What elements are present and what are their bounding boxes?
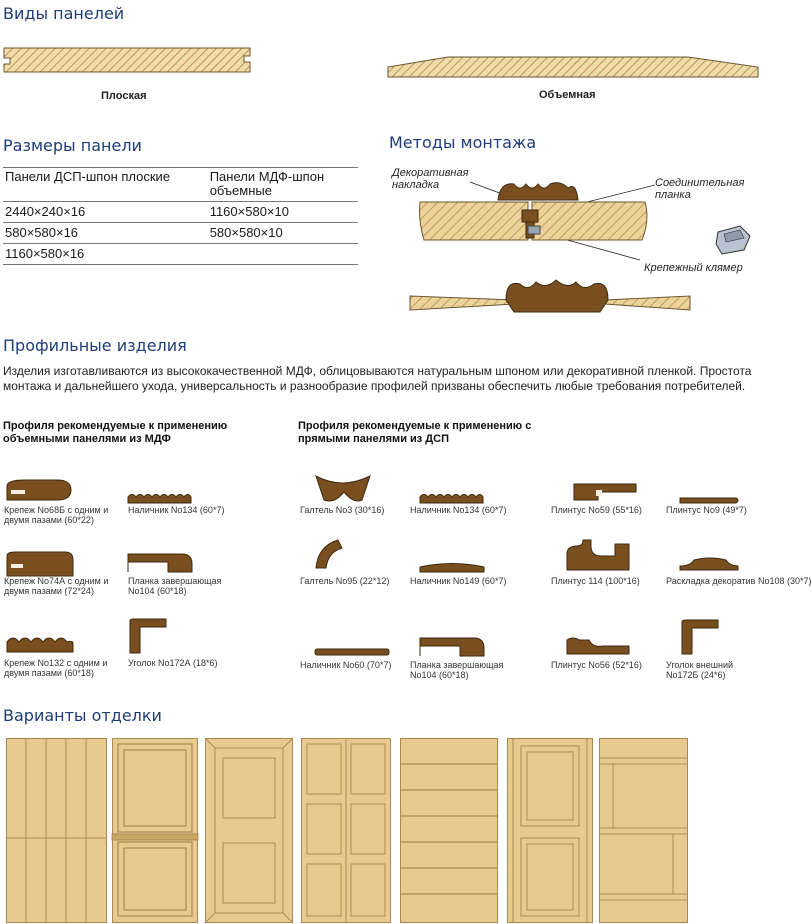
profile-label: Планка завершающая No104 (60*18) (128, 576, 222, 596)
profile-label: Галтель No3 (30*16) (300, 505, 385, 515)
finish-variant-5 (400, 738, 498, 923)
table-cell (208, 244, 358, 264)
finish-variant-3 (205, 738, 293, 923)
profile-label: Галтель No95 (22*12) (300, 576, 390, 586)
finish-variant-4 (301, 738, 391, 923)
profile-label: Плинтус No56 (52*16) (551, 660, 642, 670)
volume-panel-caption: Объемная (539, 89, 596, 101)
profile-59-shape (572, 482, 638, 502)
profile-114-shape (565, 538, 631, 572)
profile-134b-shape (420, 492, 484, 504)
profile-label: Раскладка декоратив No108 (30*7) (666, 576, 811, 586)
profile-172b-shape (680, 618, 722, 656)
profile-label: Планка завершающая No104 (60*18) (410, 660, 504, 680)
mounting-title: Методы монтажа (389, 133, 537, 152)
finish-variant-7 (599, 738, 688, 923)
table-cell: 580×580×10 (209, 225, 283, 240)
profile-label: Плинтус 114 (100*16) (551, 576, 640, 586)
table-header-cell: Панели МДФ-шпон объемные (209, 169, 325, 198)
profiles-title: Профильные изделия (3, 336, 187, 355)
finish-variant-6 (507, 738, 593, 923)
table-row (3, 243, 358, 265)
profile-label: Плинтус No59 (55*16) (551, 505, 642, 515)
profile-label: Крепеж No68Б с одним и двумя пазами (60*22) (4, 505, 109, 525)
profile-galtel95-shape (314, 538, 344, 570)
profile-label: Уголок внешний No172Б (24*6) (666, 660, 734, 680)
profile-134-shape (128, 492, 192, 504)
mounting-diagram (410, 170, 760, 320)
table-header-cell: Панели ДСП-шпон плоские (5, 169, 171, 184)
connector-strip-label: Соединительная планка (655, 177, 745, 201)
profile-74a-shape (5, 550, 75, 578)
dsp-profiles-heading: Профиля рекомендуемые к применению с прямыми панелями из ДСП (298, 420, 532, 445)
profile-label: Плинтус No9 (49*7) (666, 505, 747, 515)
profile-label: Крепеж No74А с одним и двумя пазами (72*24) (4, 576, 109, 596)
profile-172a-shape (128, 617, 170, 655)
profile-149-shape (420, 562, 486, 574)
panel-types-title: Виды панелей (3, 4, 125, 23)
sizes-table (3, 167, 358, 265)
profile-56-shape (565, 634, 631, 656)
profile-9-shape (680, 492, 740, 504)
profile-label: Крепеж No132 с одним и двумя пазами (60*18) (4, 658, 108, 678)
table-cell: 1160×580×16 (5, 246, 85, 261)
profile-60-shape (314, 648, 390, 656)
panel-sizes-title: Размеры панели (3, 136, 142, 155)
table-cell: 2440×240×16 (5, 204, 86, 219)
profile-68b-shape (5, 478, 75, 502)
profile-104-shape (128, 552, 194, 574)
decor-overlay-label: Декоративная накладка (392, 167, 469, 191)
mdf-profiles-heading: Профиля рекомендуемые к применению объемными панелями из МДФ (3, 420, 228, 445)
flat-panel-caption: Плоская (101, 90, 147, 102)
profile-108-shape (680, 556, 740, 572)
finish-variant-1 (6, 738, 107, 923)
volume-panel-drawing (388, 55, 758, 79)
flat-panel-drawing (4, 48, 250, 74)
table-row (3, 201, 358, 222)
clamp-label: Крепежный клямер (644, 262, 743, 274)
table-row (3, 222, 358, 243)
finish-variant-2 (112, 738, 198, 923)
profile-104b-shape (420, 636, 486, 658)
profile-label: Наличник No134 (60*7) (410, 505, 507, 515)
table-cell: 1160×580×10 (209, 204, 289, 219)
profile-label: Наличник No149 (60*7) (410, 576, 507, 586)
table-cell: 580×580×16 (5, 225, 79, 240)
profile-label: Наличник No134 (60*7) (128, 505, 225, 515)
finishes-title: Варианты отделки (3, 706, 162, 725)
profile-label: Уголок No172А (18*6) (128, 658, 218, 668)
profile-132-shape (5, 634, 75, 654)
profile-galtel3-shape (314, 470, 372, 504)
table-header-row (3, 167, 358, 201)
profiles-description: Изделия изготавливаются из высококачественной МДФ, облицовываются натуральным шпоном или декоративной пленкой. Простота монтажа и дальнейшего ухода, универсальность и разнообразие профилей призваны обеспечить любые требования потребителей. (3, 364, 752, 393)
profile-label: Наличник No60 (70*7) (300, 660, 392, 670)
